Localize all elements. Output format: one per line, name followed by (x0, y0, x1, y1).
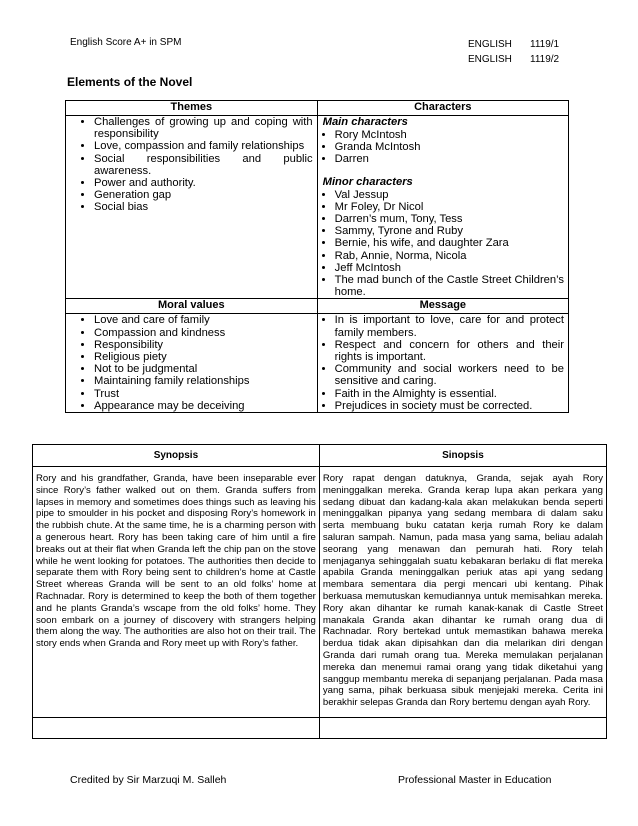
sinopsis-text: Rory rapat dengan datuknya, Granda, sejak ayah Rory meninggalkan mereka. Granda kerap lupa akan perkara yang sedang dibuat dan kadang-kala akan melakukan benda seperti meninggalkan pipanya yang sedang membara di dalam saku serta membuang buku catatan kerja rumah Rory ke dalam saluran sampah. Namun, pada masa yang sama, beliau adalah seorang yang menawan dan pemurah hati. Rory telah menjaganya sehinggalah suatu kebakaran berlaku di flat mereka apabila Granda meninggalkan periuk atas api yang sedang membara sementara dia pergi mencari ubi kentang. Pihak berkuasa memutuskan kemudiannya untuk memisahkan mereka. Rory akan dihantar ke rumah kanak-kanak di Castle Street manakala Granda akan dihantar ke rumah orang dua di Rachnadar. Rory bertekad untuk memastikan bahawa mereka berdua tidak akan dipisahkan dan dia melarikan diri dengan Granda dari rumah orang tua. Mereka memulakan perjalanan mereka dan menemui ramai orang yang tidak diketahui yang sanggup membantu mereka di sepanjang perjalanan. Pada masa yang sama, pihak berkuasa sibuk menjejaki mereka. Cerita ini berakhir selepas Granda dan Rory bertemu dengan ayah Rory. (319, 467, 606, 718)
minor-characters-list (318, 189, 568, 299)
header-right (468, 37, 559, 67)
moral-values-cell (66, 314, 318, 413)
minor-characters-label: Minor characters (322, 175, 413, 188)
footer-left: Credited by Sir Marzuqi M. Salleh (70, 774, 227, 786)
moral-value-item: • Maintaining family relationships (94, 375, 313, 387)
page-title: Elements of the Novel (67, 75, 193, 89)
character-item: • Rory McIntosh (335, 129, 564, 141)
character-item: • Bernie, his wife, and daughter Zara (335, 237, 564, 249)
sinopsis-header: Sinopsis (319, 445, 606, 467)
moral-value-item: • Compassion and kindness (94, 327, 313, 339)
message-item: • Community and social workers need to be sensitive and caring. (335, 363, 564, 387)
character-item: • Rab, Annie, Norma, Nicola (335, 250, 564, 262)
header-line-1 (468, 37, 559, 52)
moral-value-item: • Responsibility (94, 339, 313, 351)
moral-value-item: • Not to be judgmental (94, 363, 313, 375)
message-item: • In is important to love, care for and protect family members. (335, 314, 564, 338)
header-line-2 (468, 52, 559, 67)
message-cell (317, 314, 568, 413)
main-characters-list (318, 129, 568, 166)
message-item: • Faith in the Almighty is essential. (335, 388, 564, 400)
moral-value-item: • Trust (94, 388, 313, 400)
header-code-2: 1119/2 (530, 54, 560, 65)
message-item: • Respect and concern for others and their rights is important. (335, 339, 564, 363)
header-left: English Score A+ in SPM (70, 37, 182, 48)
header-subject-1: ENGLISH (468, 39, 512, 50)
message-header: Message (317, 299, 568, 314)
message-item: • Prejudices in society must be corrected. (335, 400, 564, 412)
moral-values-list (66, 314, 317, 412)
character-item: • Granda McIntosh (335, 141, 564, 153)
characters-header: Characters (317, 101, 568, 116)
moral-value-item: • Love and care of family (94, 314, 313, 326)
character-item: • Jeff McIntosh (335, 262, 564, 274)
theme-item: • Social bias (94, 201, 313, 213)
themes-header: Themes (66, 101, 318, 116)
theme-item: • Challenges of growing up and coping with responsibility (94, 116, 313, 140)
main-characters-label: Main characters (322, 116, 408, 128)
themes-list (66, 116, 317, 214)
header-subject-2: ENGLISH (468, 54, 512, 65)
moral-value-item: • Appearance may be deceiving (94, 400, 313, 412)
synopsis-header: Synopsis (33, 445, 320, 467)
character-item: • The mad bunch of the Castle Street Children’s home. (335, 274, 564, 298)
character-item: • Darren’s mum, Tony, Tess (335, 213, 564, 225)
theme-item: • Generation gap (94, 189, 313, 201)
characters-cell (317, 116, 568, 299)
theme-item: • Love, compassion and family relationships (94, 140, 313, 152)
synopsis-text: Rory and his grandfather, Granda, have been inseparable ever since Rory’s father walked out on them. Granda suffers from lapses in memory and sometimes does things such as leaving his pipe to smoulder in his pocket and disposing Rory’s homework in the rubbish chute. At the same time, he is a charming person with a generous heart. Rory has been taking care of him until a fire breaks out at their flat when Granda left the chip pan on the stove while he went looking for potatoes. The authorities then decide to separate them with Rory being sent to children’s home at Castle Street whereas Granda will be sent to an old folks’ home at Rachnadar. Rory is determined to keep the both of them together and he plants Granda’s wscape from the old folks’ home. They soon embark on a journey of discovery with strangers helping them along the way. The authorities are also hot on their trail. The story ends when Granda and Rory meet up with Rory’s father. (33, 467, 320, 718)
character-item: • Darren (335, 153, 564, 165)
theme-item: • Power and authority. (94, 177, 313, 189)
theme-item: • Social responsibilities and public awareness. (94, 153, 313, 177)
footer-right: Professional Master in Education (398, 774, 552, 786)
character-item: • Mr Foley, Dr Nicol (335, 201, 564, 213)
empty-cell (319, 717, 606, 738)
moral-values-header: Moral values (66, 299, 318, 314)
character-item: • Sammy, Tyrone and Ruby (335, 225, 564, 237)
synopsis-table (32, 444, 607, 739)
character-item: • Val Jessup (335, 189, 564, 201)
themes-cell (66, 116, 318, 299)
empty-cell (33, 717, 320, 738)
message-list (318, 314, 568, 412)
moral-value-item: • Religious piety (94, 351, 313, 363)
elements-table (65, 100, 569, 413)
header-code-1: 1119/1 (530, 39, 560, 50)
